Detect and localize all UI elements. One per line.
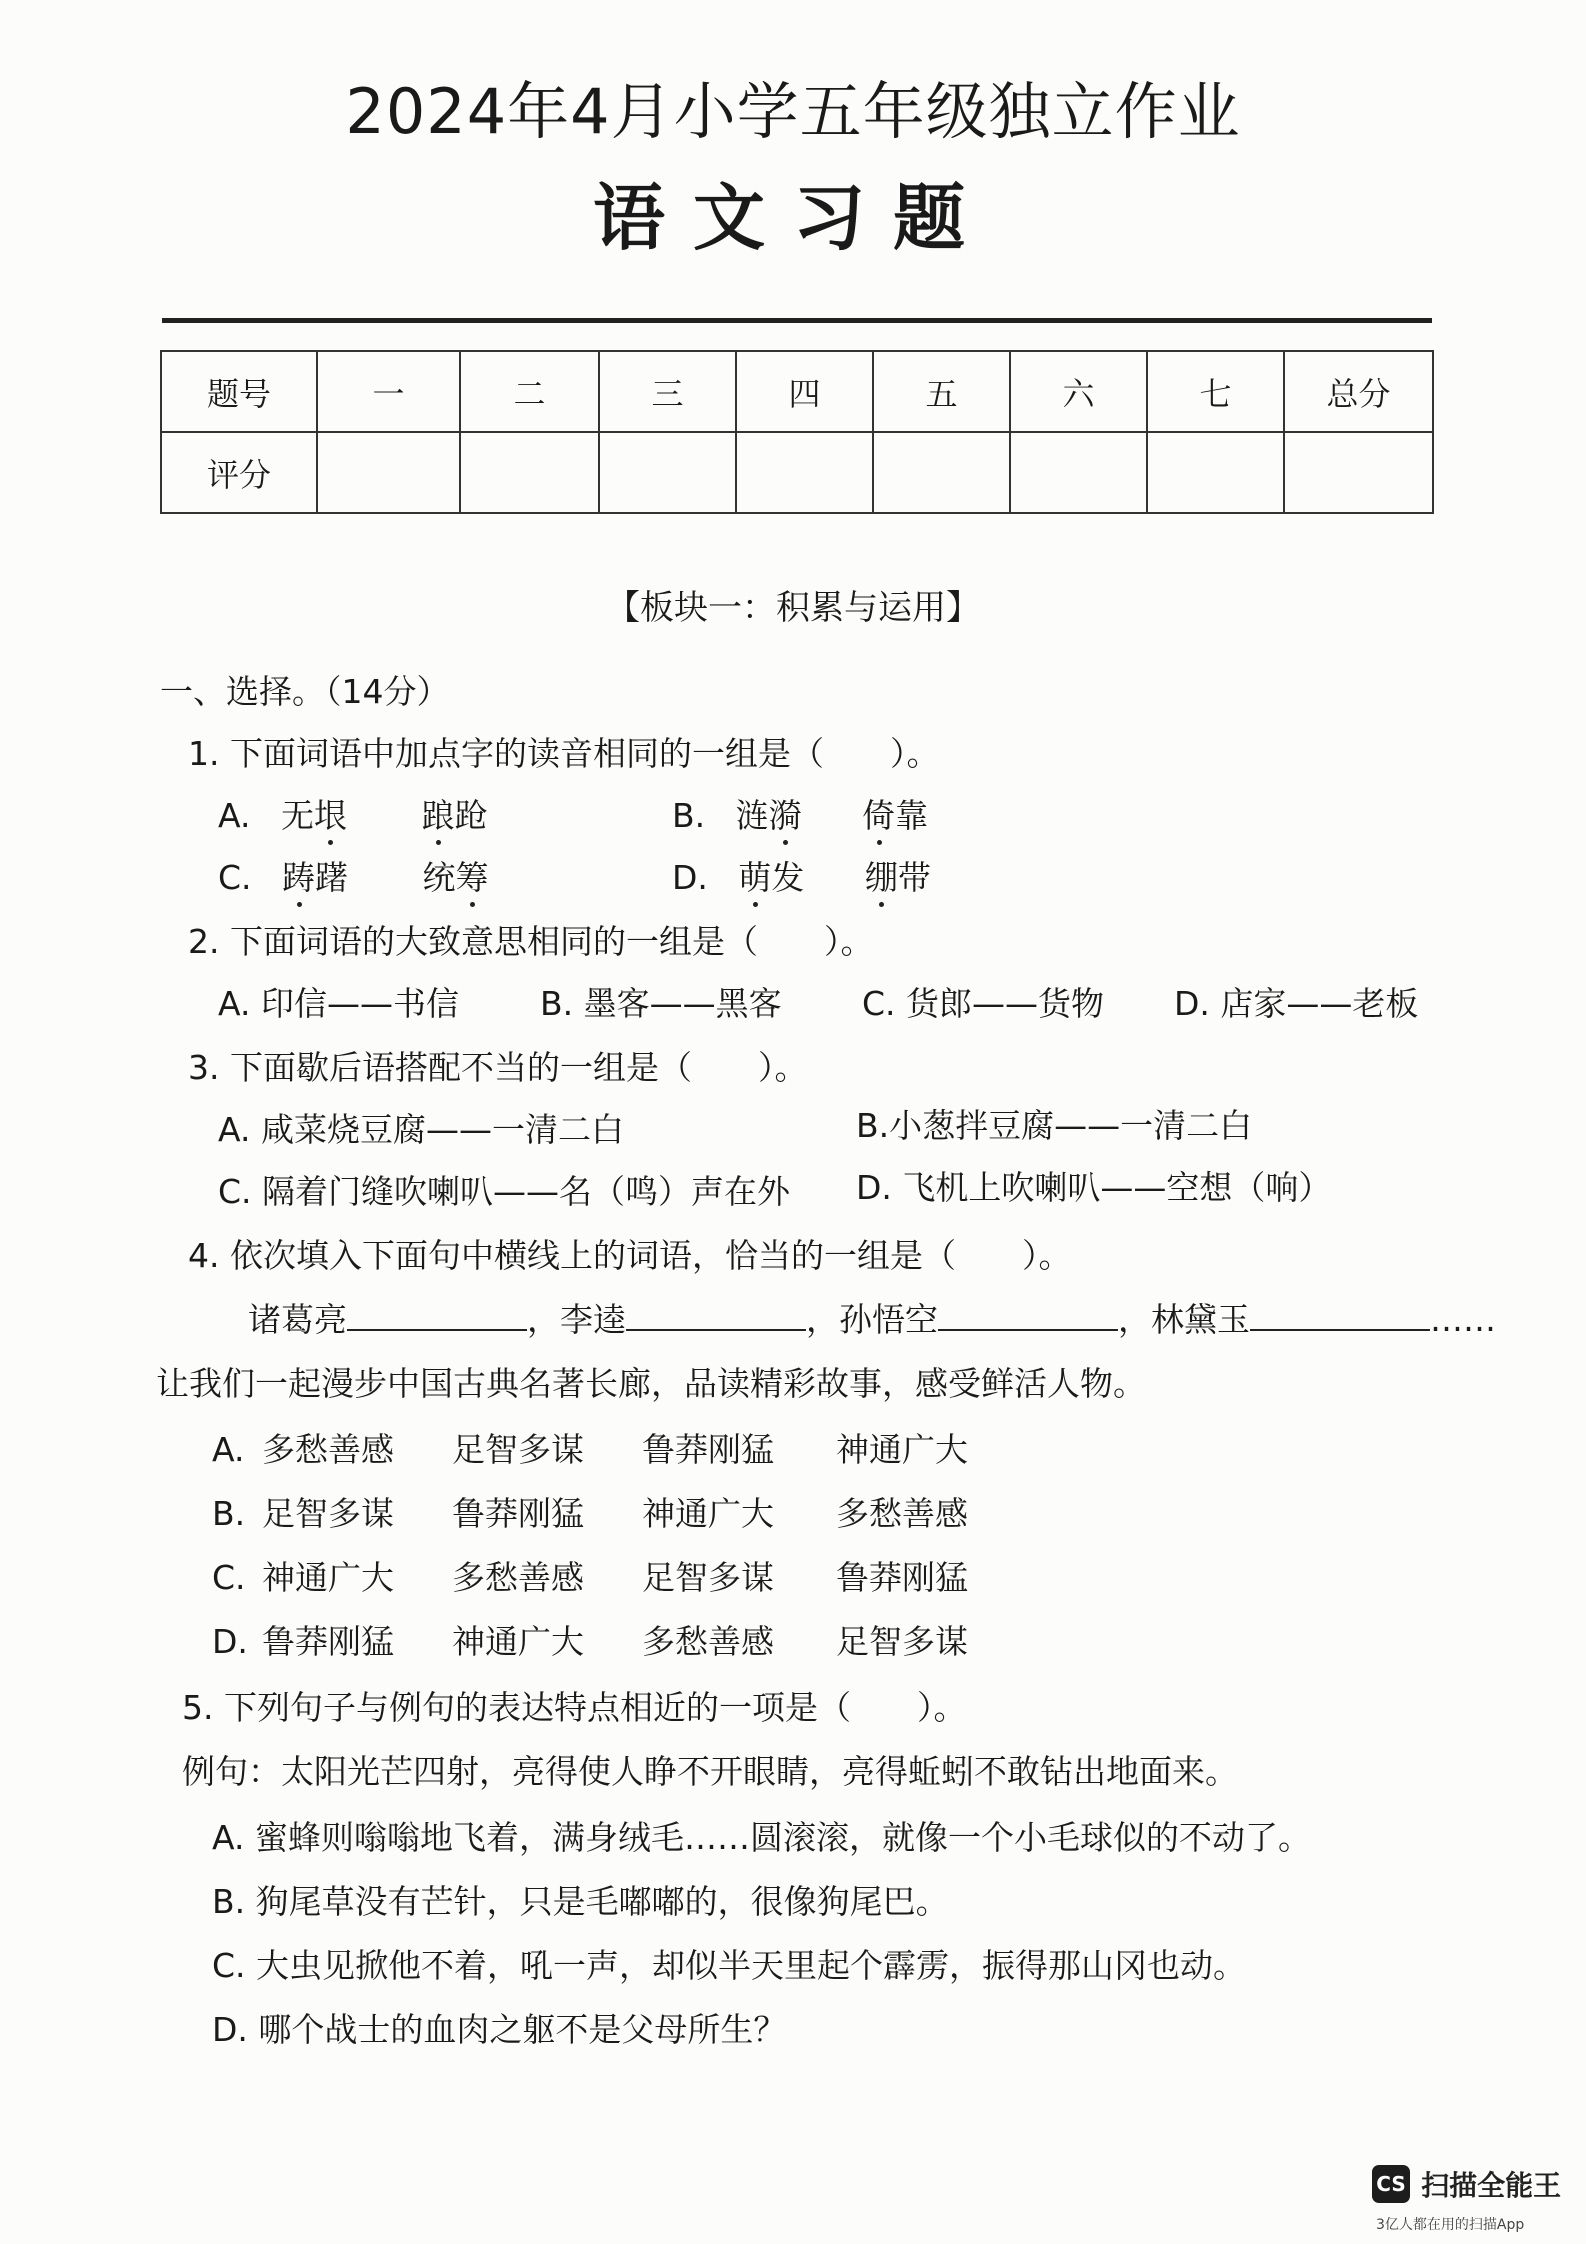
q4-stem: 4. 依次填入下面句中横线上的词语，恰当的一组是（ ）。: [188, 1236, 1072, 1275]
section-title: 【板块一：积累与运用】: [606, 588, 980, 628]
score-header-cell: 七: [1147, 351, 1284, 432]
score-header-cell: 总分: [1284, 351, 1433, 432]
watermark-name: 扫描全能王: [1421, 2169, 1562, 2202]
word: [736, 796, 802, 835]
name-text: ，林黛玉: [1118, 1300, 1250, 1339]
option-word: 足智多谋: [642, 1558, 774, 1597]
char: 靠: [895, 796, 929, 835]
q4-option-a: [212, 1424, 968, 1471]
subject-title: 语文习题: [592, 175, 993, 260]
option-label: D.: [212, 1622, 248, 1661]
q3-option-b: B.小葱拌豆腐——一清二白: [856, 1106, 1253, 1145]
watermark-tagline: 3亿人都在用的扫描App: [1376, 2217, 1525, 2233]
dotted-char: 绷: [864, 858, 898, 897]
score-table-header-row: [161, 351, 1433, 432]
answer-blank[interactable]: [626, 1301, 806, 1331]
score-cell: [873, 432, 1010, 513]
score-table-score-row: [161, 432, 1433, 513]
option-word: 多愁善感: [452, 1558, 584, 1597]
score-cell: [1010, 432, 1147, 513]
option-label: B.: [212, 1494, 246, 1533]
scanner-watermark: [1372, 2164, 1561, 2204]
score-cell: [599, 432, 736, 513]
score-header-cell: 五: [873, 351, 1010, 432]
q5-option-a: A. 蜜蜂则嗡嗡地飞着，满身绒毛……圆滚滚，就像一个小毛球似的不动了。: [212, 1818, 1311, 1857]
score-cell: [1284, 432, 1433, 513]
option-word: 足智多谋: [262, 1494, 394, 1533]
score-cell: [317, 432, 460, 513]
char: 跄: [454, 796, 488, 835]
dotted-char: 漪: [768, 796, 802, 835]
name-text: 诸葛亮: [248, 1300, 347, 1339]
option-word: 鲁莽刚猛: [642, 1430, 774, 1469]
option-word: 足智多谋: [836, 1622, 968, 1661]
char: 无: [280, 796, 314, 835]
char: 统: [422, 858, 456, 897]
word: [738, 858, 804, 897]
word: [421, 796, 487, 835]
score-header-cell: 四: [736, 351, 873, 432]
dotted-char: 垠: [313, 796, 347, 835]
answer-blank[interactable]: [938, 1301, 1118, 1331]
option-word: 神通广大: [262, 1558, 394, 1597]
word: [865, 858, 931, 897]
word: [281, 796, 347, 835]
score-header-cell: 三: [599, 351, 736, 432]
dotted-char: 萌: [738, 858, 772, 897]
q3-stem: 3. 下面歇后语搭配不当的一组是（ ）。: [188, 1048, 808, 1087]
score-header-cell: 六: [1010, 351, 1147, 432]
q3-option-a: A. 咸菜烧豆腐——一清二白: [218, 1110, 624, 1149]
q1-option-c: [218, 852, 489, 899]
name-text: ，李逵: [527, 1300, 626, 1339]
option-word: 多愁善感: [642, 1622, 774, 1661]
q5-stem: 5. 下列句子与例句的表达特点相近的一项是（ ）。: [182, 1688, 967, 1727]
answer-blank[interactable]: [1250, 1301, 1430, 1331]
q4-option-d: [212, 1616, 968, 1663]
option-word: 足智多谋: [452, 1430, 584, 1469]
word: [423, 858, 489, 897]
option-label: C.: [212, 1558, 246, 1597]
option-label: A.: [218, 796, 251, 835]
option-word: 多愁善感: [836, 1494, 968, 1533]
option-word: 神通广大: [642, 1494, 774, 1533]
q4-option-b: [212, 1488, 968, 1535]
option-label: D.: [672, 858, 708, 897]
dotted-char: 筹: [455, 858, 489, 897]
answer-blank[interactable]: [347, 1301, 527, 1331]
q4-continuation: 让我们一起漫步中国古典名著长廊，品读精彩故事，感受鲜活人物。: [156, 1364, 1146, 1403]
name-text: ，孙悟空: [806, 1300, 938, 1339]
score-header-cell: 二: [460, 351, 599, 432]
option-word: 鲁莽刚猛: [836, 1558, 968, 1597]
option-label: A.: [212, 1430, 245, 1469]
part1-heading: 一、选择。（14分）: [160, 672, 450, 711]
q4-fill-line: [248, 1294, 1496, 1341]
name-text: ……: [1430, 1300, 1496, 1339]
option-word: 多愁善感: [262, 1430, 394, 1469]
header-divider: [162, 318, 1432, 323]
camscanner-logo-icon: CS: [1372, 2165, 1410, 2203]
option-word: 鲁莽刚猛: [262, 1622, 394, 1661]
word: [282, 858, 348, 897]
q1-option-a: [218, 790, 487, 837]
q2-option-a: A. 印信——书信: [218, 984, 459, 1023]
q2-stem: 2. 下面词语的大致意思相同的一组是（ ）。: [188, 922, 874, 961]
option-label: B.: [672, 796, 706, 835]
score-table: [160, 350, 1434, 514]
q1-option-d: [672, 852, 931, 899]
q3-option-c: C. 隔着门缝吹喇叭——名（鸣）声在外: [218, 1172, 791, 1211]
char: 带: [897, 858, 931, 897]
score-header-cell: 一: [317, 351, 460, 432]
option-word: 神通广大: [452, 1622, 584, 1661]
exam-title: 2024年4月小学五年级独立作业: [345, 75, 1241, 148]
q2-option-d: D. 店家——老板: [1174, 984, 1419, 1023]
q4-option-c: [212, 1552, 968, 1599]
q1-stem: 1. 下面词语中加点字的读音相同的一组是（ ）。: [188, 734, 940, 773]
score-row-label: 评分: [161, 432, 317, 513]
q5-option-b: B. 狗尾草没有芒针，只是毛嘟嘟的，很像狗尾巴。: [212, 1882, 949, 1921]
q2-option-c: C. 货郎——货物: [862, 984, 1105, 1023]
char: 发: [771, 858, 805, 897]
q5-example: 例句：太阳光芒四射，亮得使人睁不开眼睛，亮得蚯蚓不敢钻出地面来。: [182, 1752, 1238, 1791]
char: 涟: [735, 796, 769, 835]
score-cell: [736, 432, 873, 513]
score-cell: [460, 432, 599, 513]
q3-option-d: D. 飞机上吹喇叭——空想（响）: [856, 1168, 1332, 1207]
dotted-char: 倚: [862, 796, 896, 835]
q5-option-c: C. 大虫见掀他不着，吼一声，却似半天里起个霹雳，振得那山冈也动。: [212, 1946, 1247, 1985]
dotted-char: 踌: [282, 858, 316, 897]
option-label: C.: [218, 858, 252, 897]
score-cell: [1147, 432, 1284, 513]
q1-option-b: [672, 790, 928, 837]
dotted-char: 踉: [421, 796, 455, 835]
score-header-cell: 题号: [161, 351, 317, 432]
char: 躇: [315, 858, 349, 897]
word: [862, 796, 928, 835]
q2-option-b: B. 墨客——黑客: [540, 984, 782, 1023]
option-word: 鲁莽刚猛: [452, 1494, 584, 1533]
option-word: 神通广大: [836, 1430, 968, 1469]
q5-option-d: D. 哪个战士的血肉之躯不是父母所生？: [212, 2010, 787, 2049]
